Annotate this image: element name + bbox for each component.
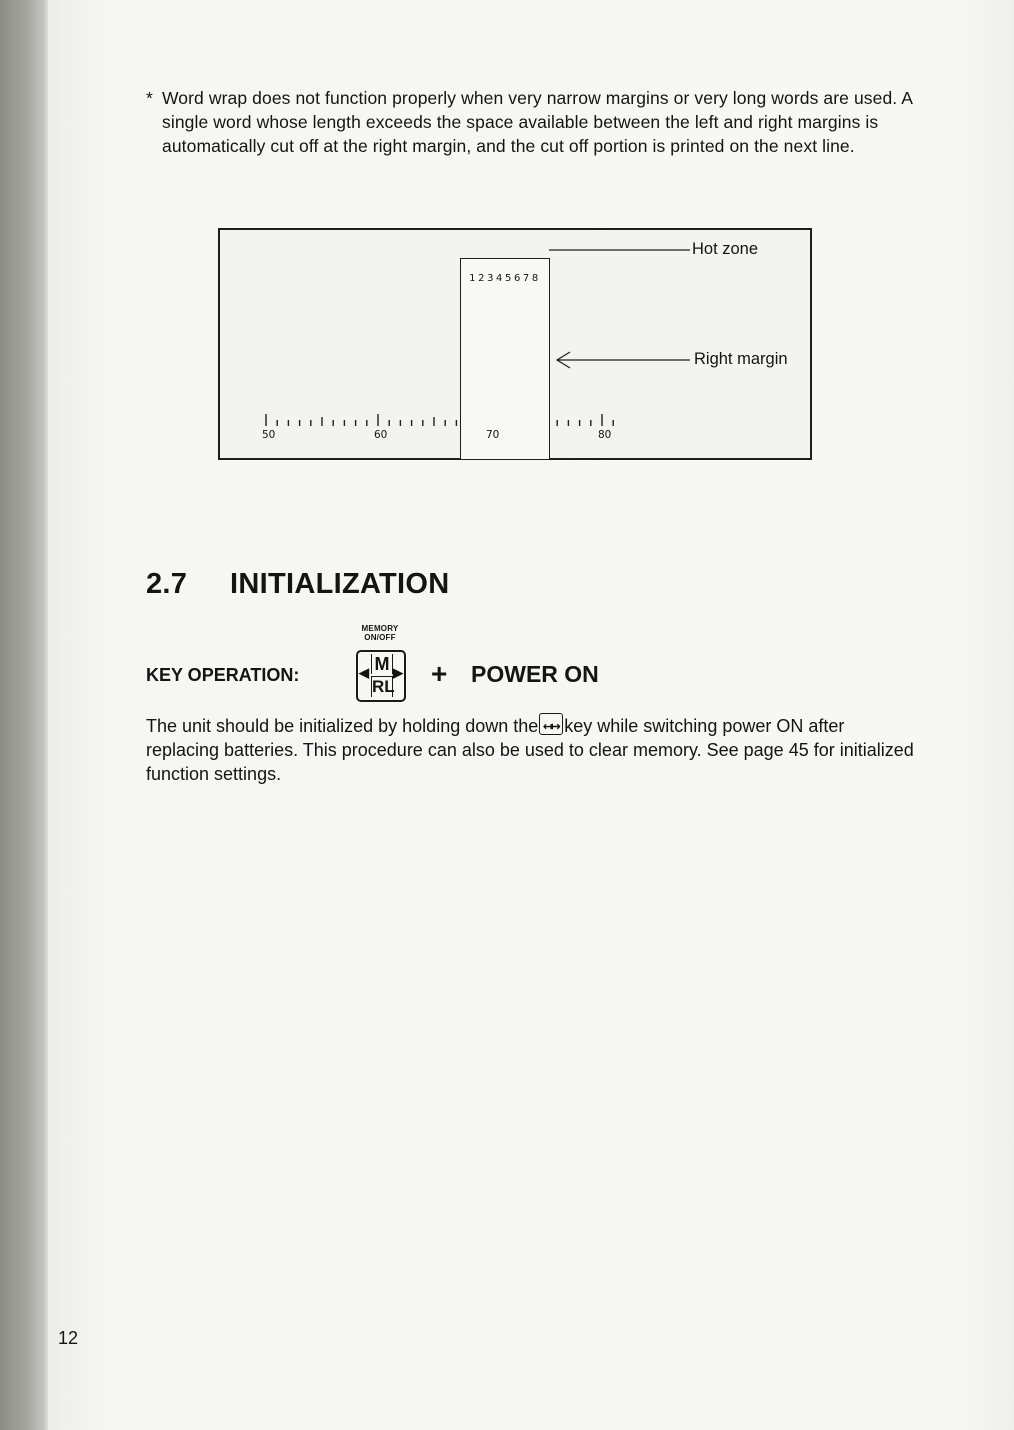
key-caption-line1: MEMORY <box>361 624 399 633</box>
word-wrap-note <box>146 86 916 159</box>
key-operation-label: KEY OPERATION: <box>146 665 300 685</box>
key-top-label: M <box>371 654 393 674</box>
memory-key-caption <box>352 624 408 642</box>
margin-key-icon <box>539 713 563 735</box>
scale-label-50: 50 <box>262 429 276 441</box>
paragraph-before-key: The unit should be initialized by holding down the <box>146 716 539 736</box>
key-bottom-label: RL <box>372 677 395 696</box>
plus-sign: + <box>431 658 448 689</box>
section-heading <box>146 568 450 601</box>
scale-label-80: 80 <box>598 429 612 441</box>
display-window <box>460 258 550 459</box>
section-number: 2.7 <box>146 568 188 600</box>
margin-key-glyph: ↤↦ <box>543 721 560 733</box>
scale-ticks <box>266 414 613 426</box>
hot-zone-label: Hot zone <box>692 240 759 258</box>
left-arrow-icon: ◀ <box>359 665 369 680</box>
note-bullet: * <box>146 88 153 108</box>
key-caption-line2: ON/OFF <box>364 633 396 642</box>
note-text: Word wrap does not function properly when very narrow margins or very long words are used. A single word whose length exceeds the space available between the left and right margins is automatically cut off at the right margin, and the cut off portion is printed on the next line. <box>162 88 913 157</box>
paragraph-after-key: key while switching power ON after replacing batteries. This procedure can also be used to clear memory. See page 45 for initialized function settings. <box>146 716 914 785</box>
right-margin-label: Right margin <box>694 350 788 368</box>
page-binding-shadow <box>0 0 48 1430</box>
hot-zone-diagram <box>218 228 812 460</box>
power-on-label: POWER ON <box>471 661 599 687</box>
right-arrow-icon: ▶ <box>393 665 403 680</box>
memory-on-off-key <box>356 650 406 702</box>
scale-label-60: 60 <box>374 429 388 441</box>
section-title: INITIALIZATION <box>230 568 450 600</box>
page-number: 12 <box>58 1328 79 1348</box>
display-digits: 12345678 <box>469 273 541 284</box>
scale-label-70: 70 <box>486 429 500 441</box>
initialization-paragraph <box>146 713 921 787</box>
